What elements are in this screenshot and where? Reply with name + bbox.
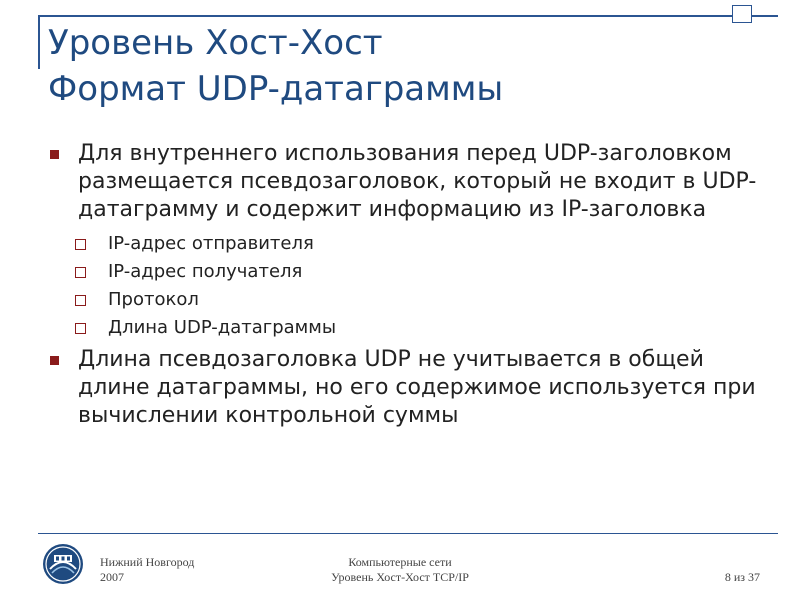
sub-bullet-text: Длина UDP-датаграммы bbox=[108, 317, 337, 338]
footer-divider bbox=[38, 533, 778, 534]
sub-bullet-list bbox=[44, 230, 764, 342]
slide-title-line1: Уровень Хост-Хост bbox=[48, 23, 383, 63]
square-bullet-icon bbox=[50, 150, 59, 159]
square-bullet-icon bbox=[50, 356, 59, 365]
footer-course-info bbox=[290, 555, 510, 585]
bullet-text: Длина псевдозаголовка UDP не учитывается в общей длине датаграммы, но его содержимое используется при вычислении контрольной суммы bbox=[78, 347, 756, 428]
footer-city: Нижний Новгород bbox=[100, 555, 195, 569]
top-decor-line bbox=[38, 15, 778, 17]
sub-bullet-text: IP-адрес получателя bbox=[108, 261, 303, 282]
footer-topic: Уровень Хост-Хост TCP/IP bbox=[331, 570, 469, 584]
footer-course: Компьютерные сети bbox=[348, 555, 452, 569]
university-logo-icon bbox=[42, 543, 84, 585]
sub-bullet-item bbox=[74, 258, 764, 286]
bullet-text: Для внутреннего использования перед UDP-заголовком размещается псевдозаголовок, который не входит в UDP-датаграмму и содержит информацию из IP-заголовка bbox=[78, 141, 757, 222]
slide-content bbox=[44, 140, 764, 436]
hollow-square-bullet-icon bbox=[75, 239, 86, 250]
sub-bullet-text: IP-адрес отправителя bbox=[108, 233, 314, 254]
corner-decor-box bbox=[732, 5, 752, 23]
slide-title bbox=[48, 20, 503, 112]
footer-location bbox=[100, 555, 194, 585]
bullet-item bbox=[44, 140, 764, 224]
sub-bullet-text: Протокол bbox=[108, 289, 199, 310]
hollow-square-bullet-icon bbox=[75, 295, 86, 306]
bullet-item bbox=[44, 346, 764, 430]
footer-year: 2007 bbox=[100, 570, 124, 584]
hollow-square-bullet-icon bbox=[75, 267, 86, 278]
sub-bullet-item bbox=[74, 230, 764, 258]
hollow-square-bullet-icon bbox=[75, 323, 86, 334]
left-decor-line bbox=[38, 15, 40, 69]
page-number: 8 из 37 bbox=[724, 570, 760, 584]
sub-bullet-item bbox=[74, 314, 764, 342]
slide-title-line2: Формат UDP-датаграммы bbox=[48, 69, 504, 109]
sub-bullet-item bbox=[74, 286, 764, 314]
